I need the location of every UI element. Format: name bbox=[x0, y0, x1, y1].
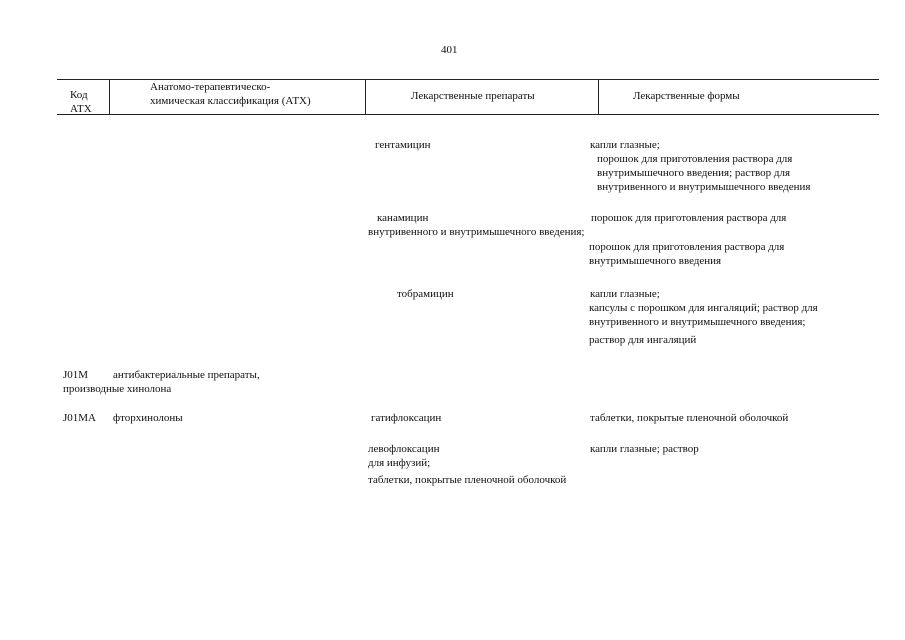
atx-code: J01MA bbox=[63, 412, 97, 424]
header-class-line1: Анатомо-терапевтическо- bbox=[150, 81, 271, 93]
form-wrap-line: внутривенного и внутримышечного введения; bbox=[368, 226, 585, 238]
atx-name-line2: производные хинолона bbox=[63, 383, 172, 395]
form-wrap-line: таблетки, покрытые пленочной оболочкой bbox=[368, 474, 567, 486]
header-drugs: Лекарственные препараты bbox=[411, 90, 535, 102]
atx-name: фторхинолоны bbox=[113, 412, 183, 424]
form-line: капсулы с порошком для ингаляций; раствор для bbox=[589, 302, 818, 314]
header-divider-1 bbox=[109, 79, 110, 115]
header-bottom-rule bbox=[57, 114, 879, 115]
form-line: порошок для приготовления раствора для bbox=[589, 241, 785, 253]
drug-name: левофлоксацин bbox=[368, 443, 440, 455]
form-line: внутримышечного введения; раствор для bbox=[597, 167, 791, 179]
header-code-line1: Код bbox=[70, 89, 88, 101]
form-line: капли глазные; bbox=[590, 288, 660, 300]
form-line: раствор для ингаляций bbox=[589, 334, 697, 346]
atx-name-line1: антибактериальные препараты, bbox=[113, 369, 260, 381]
form-line: внутривенного и внутримышечного введения; bbox=[589, 316, 806, 328]
atx-code: J01M bbox=[63, 369, 89, 381]
header-class-line2: химическая классификация (АТХ) bbox=[150, 95, 311, 107]
form-line: порошок для приготовления раствора для bbox=[591, 212, 787, 224]
form-line: порошок для приготовления раствора для bbox=[597, 153, 793, 165]
drug-name: канамицин bbox=[377, 212, 429, 224]
form-wrap-line: для инфузий; bbox=[368, 457, 431, 469]
header-divider-3 bbox=[598, 79, 599, 115]
form-line: таблетки, покрытые пленочной оболочкой bbox=[590, 412, 789, 424]
header-forms: Лекарственные формы bbox=[633, 90, 740, 102]
form-line: капли глазные; bbox=[590, 139, 660, 151]
header-code-line2: АТХ bbox=[70, 103, 92, 115]
form-line: внутривенного и внутримышечного введения bbox=[597, 181, 811, 193]
drug-name: гатифлоксацин bbox=[371, 412, 442, 424]
drug-name: тобрамицин bbox=[397, 288, 454, 300]
header-divider-2 bbox=[365, 79, 366, 115]
drug-name: гентамицин bbox=[375, 139, 431, 151]
page-number: 401 bbox=[441, 44, 458, 56]
form-line: капли глазные; раствор bbox=[590, 443, 699, 455]
form-line: внутримышечного введения bbox=[589, 255, 722, 267]
